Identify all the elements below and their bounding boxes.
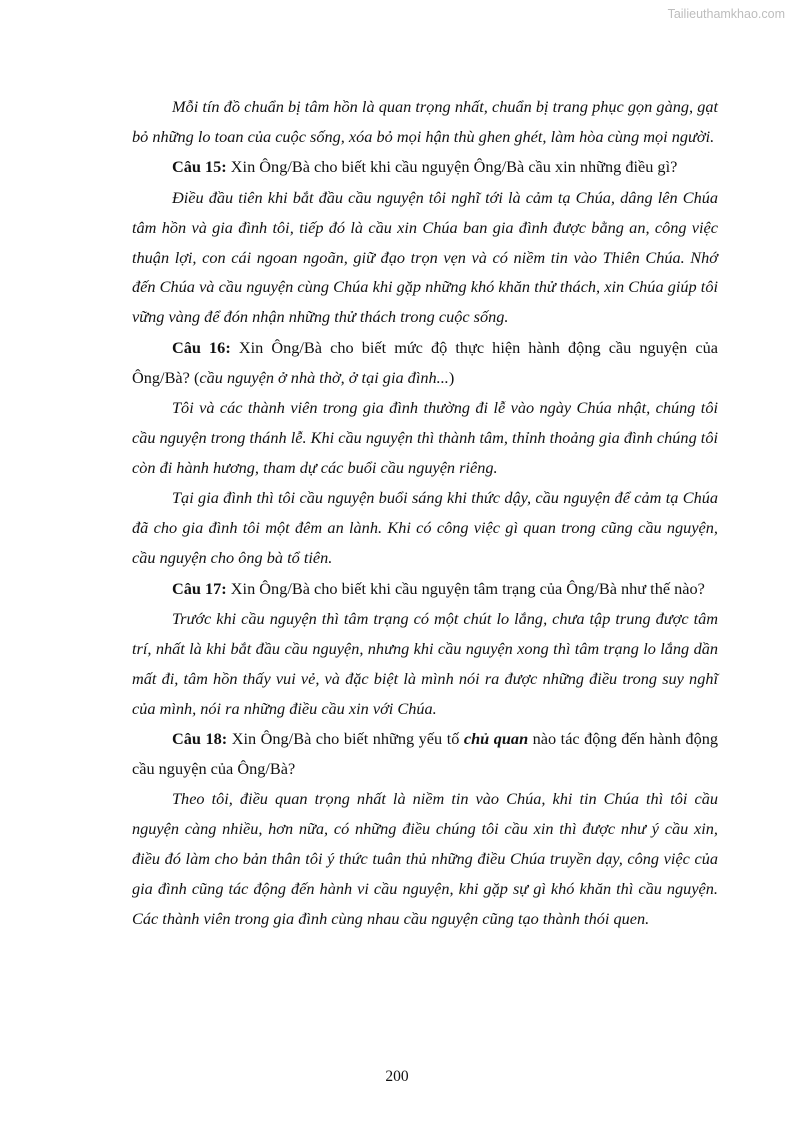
answer-16-part-1: Tôi và các thành viên trong gia đình thường đi lễ vào ngày Chúa nhật, chúng tôi cầu nguyện trong thánh lễ. Khi cầu nguyện thì thành tâm, thỉnh thoảng gia đình chúng tôi còn đi hành hương, tham dự các buổi cầu nguyện riêng. (132, 398, 718, 477)
question-text: Xin Ông/Bà cho biết những yếu tố (227, 729, 464, 749)
page-number: 200 (385, 1068, 409, 1085)
question-17 (132, 574, 718, 604)
question-note: cầu nguyện ở nhà thờ, ở tại gia đình... (199, 367, 449, 387)
answer-18: Theo tôi, điều quan trọng nhất là niềm tin vào Chúa, khi tin Chúa thì tôi cầu nguyện càng nhiều, hơn nữa, có những điều chúng tôi cầu xin thì được như ý cầu xin, điều đó làm cho bản thân tôi ý thức tuân thủ những điều Chúa truyền dạy, công việc của gia đình cũng tác động đến hành vi cầu nguyện, khi gặp sự gì khó khăn thì cầu nguyện. Các thành viên trong gia đình cùng nhau cầu nguyện cũng tạo thành thói quen. (132, 789, 718, 928)
question-emphasis: chủ quan (463, 729, 529, 749)
question-16 (132, 333, 718, 393)
question-note-close: ) (448, 367, 455, 387)
question-15 (132, 152, 718, 182)
answer-15: Điều đầu tiên khi bắt đầu cầu nguyện tôi nghĩ tới là cảm tạ Chúa, dâng lên Chúa tâm hồn và gia đình tôi, tiếp đó là cầu xin Chúa ban gia đình được bằng an, công việc thuận lợi, con cái ngoan ngoãn, giữ đạo trọn vẹn và có niềm tin vào Thiên Chúa. Nhớ đến Chúa và cầu nguyện cùng Chúa khi gặp những khó khăn thử thách, xin Chúa giúp tôi vững vàng để đón nhận những thử thách trong cuộc sống. (132, 187, 718, 327)
question-label: Câu 17: (172, 578, 227, 598)
page-body (132, 92, 718, 934)
answer-14-continued: Mỗi tín đồ chuẩn bị tâm hồn là quan trọng nhất, chuẩn bị trang phục gọn gàng, gạt bỏ những lo toan của cuộc sống, xóa bỏ mọi hận thù ghen ghét, làm hòa cùng mọi người. (132, 97, 718, 146)
question-text: Xin Ông/Bà cho biết khi cầu nguyện tâm trạng của Ông/Bà như thế nào? (226, 578, 705, 598)
watermark: Tailieuthamkhao.com (667, 7, 785, 21)
answer-17: Trước khi cầu nguyện thì tâm trạng có một chút lo lắng, chưa tập trung được tâm trí, nhất là khi bắt đầu cầu nguyện, nhưng khi cầu nguyện xong thì tâm trạng lo lắng dần mất đi, tâm hồn thấy vui vẻ, và đặc biệt là mình nói ra được những điều trong suy nghĩ của mình, nói ra những điều cầu xin với Chúa. (132, 608, 718, 718)
question-text: Xin Ông/Bà cho biết khi cầu nguyện Ông/Bà cầu xin những điều gì? (226, 157, 678, 177)
question-label: Câu 16: (172, 337, 231, 357)
question-text-end: nào tác động đến hành động cầu nguyện của Ông/Bà? (132, 729, 718, 778)
question-text: Xin Ông/Bà cho biết mức độ thực hiện hành động cầu nguyện của Ông/Bà? ( (132, 337, 718, 387)
question-18 (132, 724, 718, 784)
question-label: Câu 18: (172, 729, 228, 749)
answer-16-part-2: Tại gia đình thì tôi cầu nguyện buổi sáng khi thức dậy, cầu nguyện để cảm tạ Chúa đã cho gia đình tôi một đêm an lành. Khi có công việc gì quan trong cũng cầu nguyện, cầu nguyện cho ông bà tổ tiên. (132, 488, 718, 568)
question-label: Câu 15: (172, 157, 227, 177)
